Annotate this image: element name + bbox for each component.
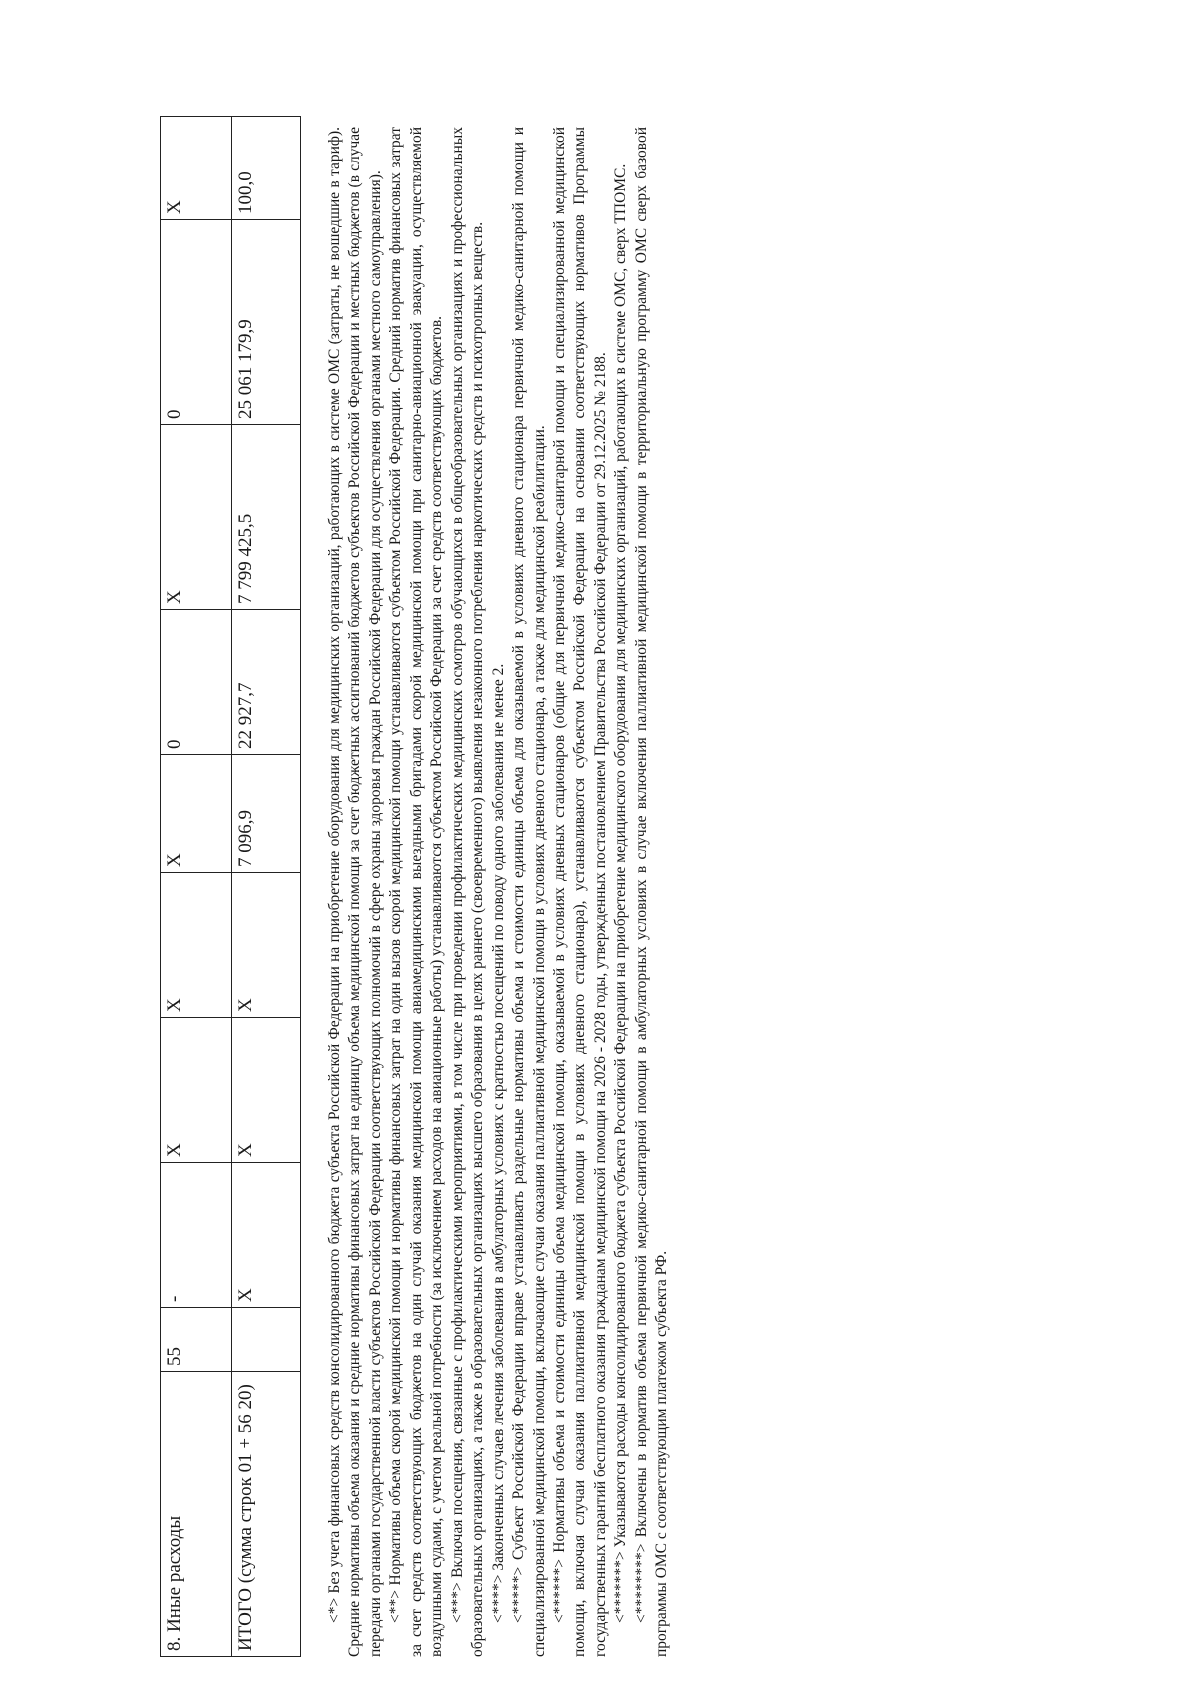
table-cell: X bbox=[161, 873, 232, 1018]
table-row bbox=[161, 117, 232, 1657]
table-cell: 0 bbox=[161, 610, 232, 755]
footnote: <*******> Указываются расходы консолидированного бюджета субъекта Российской Федерации на приобретение медицинского оборудования для медицинских организаций, работающих в системе ОМС, сверх ТПОМС. bbox=[612, 163, 630, 1623]
footnote: <****> Законченных случаев лечения заболевания в амбулаторных условиях с кратностью посещений по поводу одного заболевания не менее 2. bbox=[489, 663, 507, 1623]
footnote: <******> Нормативы объема и стоимости единицы объема медицинской помощи, оказываемой в условиях дневных стационаров (общие для первичной медико-санитарной помощи и специализированной медицинской помощи, включая случаи оказания паллиативной медицинской помощи в условиях дневного стационара), устанавливаются субъектом Российской Федерации на основании соответствующих нормативов Программы государственных гарантий бесплатного оказания гражданам медицинской помощи на 2026 - 2028 годы, утвержденных постановлением Правительства Российской Федерации от 29.12.2025 № 2188. bbox=[550, 127, 609, 1657]
table-cell: X bbox=[232, 1163, 301, 1308]
table-cell: 0 bbox=[161, 220, 232, 425]
row-line-number: 55 bbox=[161, 1308, 232, 1372]
table-cell: 22 927,7 bbox=[232, 610, 301, 755]
footnote: <*****> Субъект Российской Федерации вправе устанавливать раздельные нормативы объема и стоимости единицы объема для оказываемой в условиях дневного стационара первичной медико-санитарной помощи и специализированной медицинской помощи, включающие случаи оказания паллиативной медицинской помощи в условиях дневного стационара, а также для медицинской реабилитации. bbox=[510, 127, 548, 1657]
footnote: <**> Нормативы объема скорой медицинской помощи и нормативы финансовых затрат на один вызов скорой медицинской помощи устанавливаются субъектом Российской Федерации. Средний норматив финансовых затрат за счет средств соответствующих бюджетов на один случай оказания медицинской помощи авиамедицинскими выездными бригадами скорой медицинской помощи при санитарно-авиационной эвакуации, осуществляемой воздушными судами, с учетом реальной потребности (за исключением расходов на авиационные работы) устанавливаются субъектом Российской Федерации за счет средств соответствующих бюджетов. bbox=[387, 127, 446, 1657]
row-label: 8. Иные расходы bbox=[161, 1372, 232, 1657]
table-cell: X bbox=[161, 425, 232, 610]
row-label: ИТОГО (сумма строк 01 + 56 20) bbox=[232, 1372, 301, 1657]
table-cell: X bbox=[232, 873, 301, 1018]
financing-table bbox=[160, 116, 301, 1657]
rotated-page bbox=[160, 112, 940, 1657]
table-cell: X bbox=[161, 1018, 232, 1163]
table-cell: X bbox=[232, 1018, 301, 1163]
table-cell: - bbox=[161, 1163, 232, 1308]
table-cell: 7 799 425,5 bbox=[232, 425, 301, 610]
table-cell: 7 096,9 bbox=[232, 755, 301, 873]
row-line-number bbox=[232, 1308, 301, 1372]
table-cell: 25 061 179,9 bbox=[232, 220, 301, 425]
table-row bbox=[232, 117, 301, 1657]
footnotes bbox=[325, 127, 673, 1657]
table-cell: 100,0 bbox=[232, 117, 301, 220]
table-cell: X bbox=[161, 755, 232, 873]
footnote: <********> Включены в норматив объема первичной медико-санитарной помощи в амбулаторных условиях в случае включения паллиативной медицинской помощи в территориальную программу ОМС сверх базовой программы ОМС с соответствующим платежом субъекта РФ. bbox=[632, 127, 671, 1657]
table-cell: X bbox=[161, 117, 232, 220]
footnote: <*> Без учета финансовых средств консолидированного бюджета субъекта Российской Федерации на приобретение оборудования для медицинских организаций, работающих в системе ОМС (затраты, не вошедшие в тариф). Средние нормативы объема оказания и средние нормативы финансовых затрат на единицу объема медицинской помощи за счет бюджетных ассигнований бюджетов субъектов Российской Федерации и местных бюджетов (в случае передачи органами государственной власти субъектов Российской Федерации соответствующих полномочий в сфере охраны здоровья граждан Российской Федерации для осуществления органами местного самоуправления). bbox=[326, 127, 384, 1657]
footnote: <***> Включая посещения, связанные с профилактическими мероприятиями, в том числе при проведении профилактических медицинских осмотров обучающихся в общеобразовательных организациях и профессиональных образовательных организациях, а также в образовательных организациях высшего образования в целях раннего (своевременного) выявления незаконного потребления наркотических средств и психотропных веществ. bbox=[448, 127, 487, 1657]
